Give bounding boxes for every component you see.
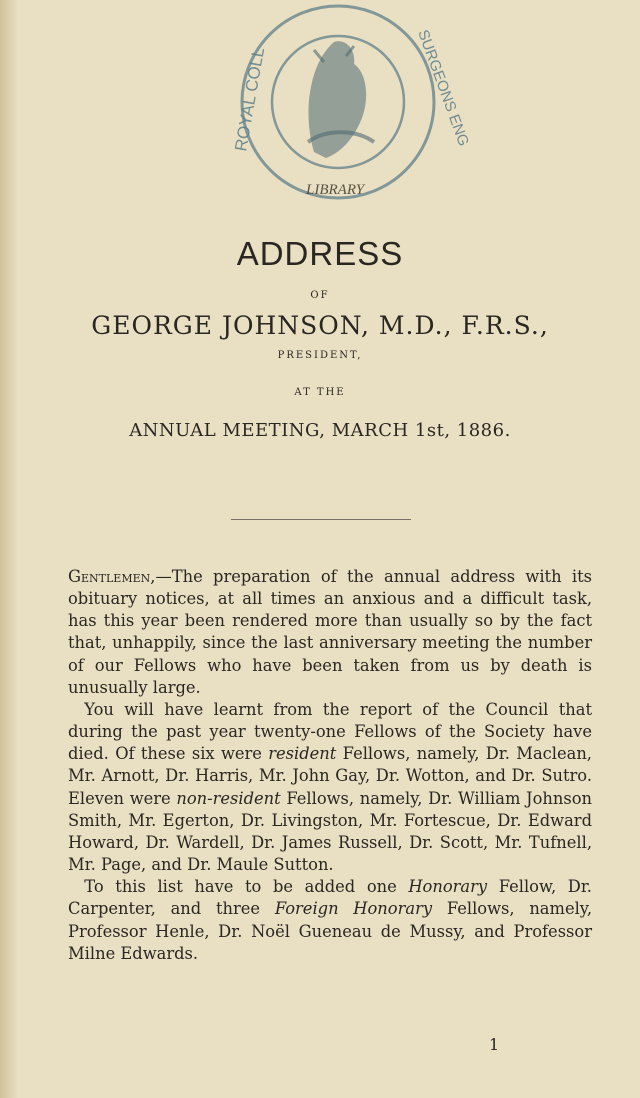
paragraph-3 [68, 876, 592, 965]
author-role: PRESIDENT, [277, 350, 363, 361]
salutation: Gentlemen, [68, 567, 156, 586]
resident-term: resident [268, 744, 337, 764]
document-title: ADDRESS [236, 235, 404, 272]
page-edge-shadow [0, 0, 18, 1098]
paragraph-2-text-c: Fellows, namely, Dr. William Johnson Smith, Mr. Egerton, Dr. Livingston, Mr. Fortescue, Dr. Edward Howard, Dr. Wardell, Dr. James Russell, Dr. Scott, Mr. Tufnell, Mr. Page, and Dr. Maule Sutton. [68, 788, 592, 875]
at-the-label: AT THE [294, 387, 346, 398]
paragraph-2 [68, 699, 592, 876]
paragraph-1-text: —The preparation of the annual address with its obituary notices, at all times an anxious and a difficult task, has this year been rendered more than usually so by the fact that, unhappily, since the last anniversary meeting the number of our Fellows who have been taken from us by death is unusually large. [68, 567, 592, 697]
paragraph-1 [68, 566, 592, 699]
meeting-line: ANNUAL MEETING, MARCH 1st, 1886. [129, 420, 511, 441]
paragraph-3-text-c: Fellows, namely, Professor Henle, Dr. Noël Gueneau de Mussy, and Professor Milne Edwards. [68, 899, 592, 963]
paragraph-3-text-a: To this list have to be added one [84, 877, 409, 897]
stamp-text-left: ROYAL COLL [231, 46, 269, 153]
library-stamp [214, 2, 473, 214]
paragraph-2-text-a: You will have learnt from the report of the Council that during the past year twenty-one Fellows of the Society have died. Of these six were [68, 699, 592, 764]
paragraph-3-text-b: Fellow, Dr. Carpenter, and three [68, 877, 592, 919]
stamp-text-right: SURGEONS ENG [414, 27, 473, 149]
divider-rule [231, 519, 411, 520]
page-number: 1 [489, 1035, 500, 1054]
paragraph-2-text-b: Fellows, namely, Dr. Maclean, Mr. Arnott, Dr. Harris, Mr. John Gay, Dr. Wotton, and Dr. Sutro. Eleven were [68, 744, 592, 808]
foreign-honorary-term: Foreign Honorary [274, 899, 433, 919]
address-body [68, 566, 592, 965]
stamp-text-bottom: LIBRARY [306, 182, 365, 198]
of-label: OF [310, 290, 330, 301]
author-name: GEORGE JOHNSON, M.D., F.R.S., [91, 311, 549, 340]
honorary-term: Honorary [408, 877, 488, 897]
non-resident-term: non-resident [176, 788, 281, 808]
